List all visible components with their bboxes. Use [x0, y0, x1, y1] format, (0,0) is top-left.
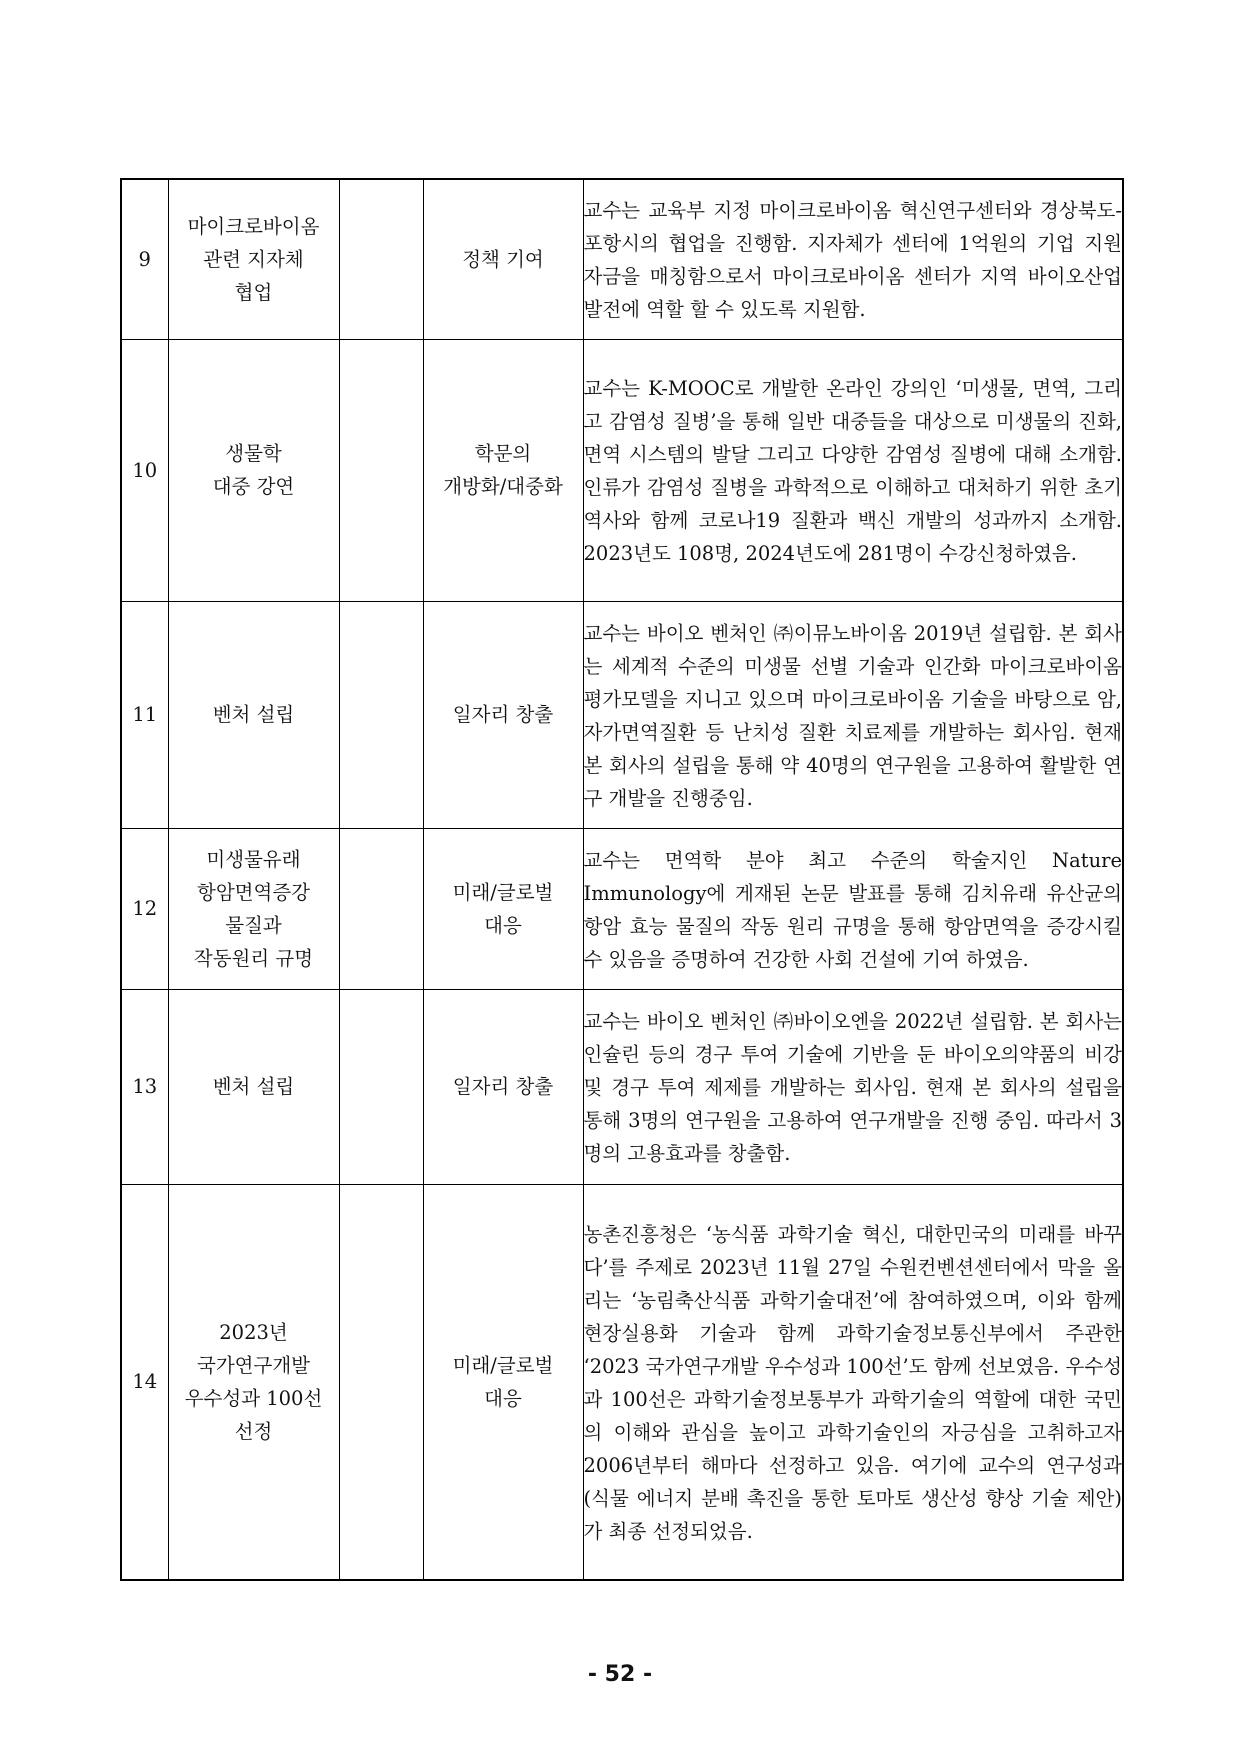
row-number: 11	[121, 601, 168, 828]
row-category: 일자리 창출	[423, 601, 583, 828]
table-row	[121, 179, 1123, 339]
row-title: 벤처 설립	[168, 601, 339, 828]
table-row	[121, 828, 1123, 989]
achievements-table	[120, 178, 1124, 1581]
row-category: 미래/글로벌 대응	[423, 828, 583, 989]
empty-cell	[339, 1184, 423, 1580]
row-number: 13	[121, 989, 168, 1184]
row-category: 미래/글로벌 대응	[423, 1184, 583, 1580]
row-title: 생물학 대중 강연	[168, 339, 339, 601]
row-number: 10	[121, 339, 168, 601]
description-text: 교수는 K-MOOC로 개발한 온라인 강의인 ‘미생물, 면역, 그리고 감염성 질병’을 통해 일반 대중들을 대상으로 미생물의 진화, 면역 시스템의 발달 그리고 다양한 감염성 질병에 대해 소개함. 인류가 감염성 질병을 과학적으로 이해하고 대처하기 위한 초기 역사와 함께 코로나19 질환과 백신 개발의 성과까지 소개함. 2023년도 108명, 2024년도에 281명이 수강신청하였음.	[583, 377, 1122, 565]
description-text: 농촌진흥청은 ‘농식품 과학기술 혁신, 대한민국의 미래를 바꾸다’를 주제로 2023년 11월 27일 수원컨벤션센터에서 막을 올리는 ‘농림축산식품 과학기술대전’에 참여하였으며, 이와 함께 현장실용화 기술과 함께 과학기술정보통신부에서 주관한 ‘2023 국가연구개발 우수성과 100선’도 함께 선보였음. 우수성과 100선은 과학기술정보통부가 과학기술의 역할에 대한 국민의 이해와 관심을 높이고 과학기술인의 자긍심을 고취하고자 2006년부터 해마다 선정하고 있음. 여기에 교수의 연구성과 (식물 에너지 분배 촉진을 통한 토마토 생산성 향상 기술 제안) 가 최종 선정되었음.	[583, 1222, 1122, 1543]
row-number: 9	[121, 179, 168, 339]
empty-cell	[339, 601, 423, 828]
row-title: 마이크로바이옴 관련 지자체 협업	[168, 179, 339, 339]
row-number: 14	[121, 1184, 168, 1580]
row-title: 2023년 국가연구개발 우수성과 100선 선정	[168, 1184, 339, 1580]
table-row	[121, 339, 1123, 601]
row-category: 일자리 창출	[423, 989, 583, 1184]
row-number: 12	[121, 828, 168, 989]
row-category: 정책 기여	[423, 179, 583, 339]
empty-cell	[339, 828, 423, 989]
table-row	[121, 1184, 1123, 1580]
table-row	[121, 601, 1123, 828]
row-description	[583, 828, 1123, 989]
row-description	[583, 339, 1123, 601]
empty-cell	[339, 989, 423, 1184]
row-category: 학문의 개방화/대중화	[423, 339, 583, 601]
description-text: 교수는 바이오 벤처인 ㈜이뮤노바이옴 2019년 설립함. 본 회사는 세계적 수준의 미생물 선별 기술과 인간화 마이크로바이옴 평가모델을 지니고 있으며 마이크로바이옴 기술을 바탕으로 암, 자가면역질환 등 난치성 질환 치료제를 개발하는 회사임. 현재 본 회사의 설립을 통해 약 40명의 연구원을 고용하여 활발한 연구 개발을 진행중임.	[583, 621, 1122, 810]
description-text: 교수는 바이오 벤처인 ㈜바이오엔을 2022년 설립함. 본 회사는 인슐린 등의 경구 투여 기술에 기반을 둔 바이오의약품의 비강 및 경구 투여 제제를 개발하는 회사임. 현재 본 회사의 설립을 통해 3명의 연구원을 고용하여 연구개발을 진행 중임. 따라서 3명의 고용효과를 창출함.	[583, 1010, 1122, 1165]
row-title: 벤처 설립	[168, 989, 339, 1184]
row-title: 미생물유래 항암면역증강 물질과 작동원리 규명	[168, 828, 339, 989]
empty-cell	[339, 179, 423, 339]
row-description	[583, 601, 1123, 828]
row-description	[583, 179, 1123, 339]
row-description	[583, 1184, 1123, 1580]
empty-cell	[339, 339, 423, 601]
page-number: - 52 -	[587, 1662, 653, 1687]
row-description	[583, 989, 1123, 1184]
description-text: 교수는 면역학 분야 최고 수준의 학술지인 Nature Immunology에 게재된 논문 발표를 통해 김치유래 유산균의 항암 효능 물질의 작동 원리 규명을 통해 항암면역을 증강시킬 수 있음을 증명하여 건강한 사회 건설에 기여 하였음.	[583, 848, 1122, 971]
description-text: 교수는 교육부 지정 마이크로바이옴 혁신연구센터와 경상북도-포항시의 협업을 진행함. 지자체가 센터에 1억원의 기업 지원 자금을 매칭함으로서 마이크로바이옴 센터가 지역 바이오산업 발전에 역할 할 수 있도록 지원함.	[583, 199, 1122, 322]
table-row	[121, 989, 1123, 1184]
